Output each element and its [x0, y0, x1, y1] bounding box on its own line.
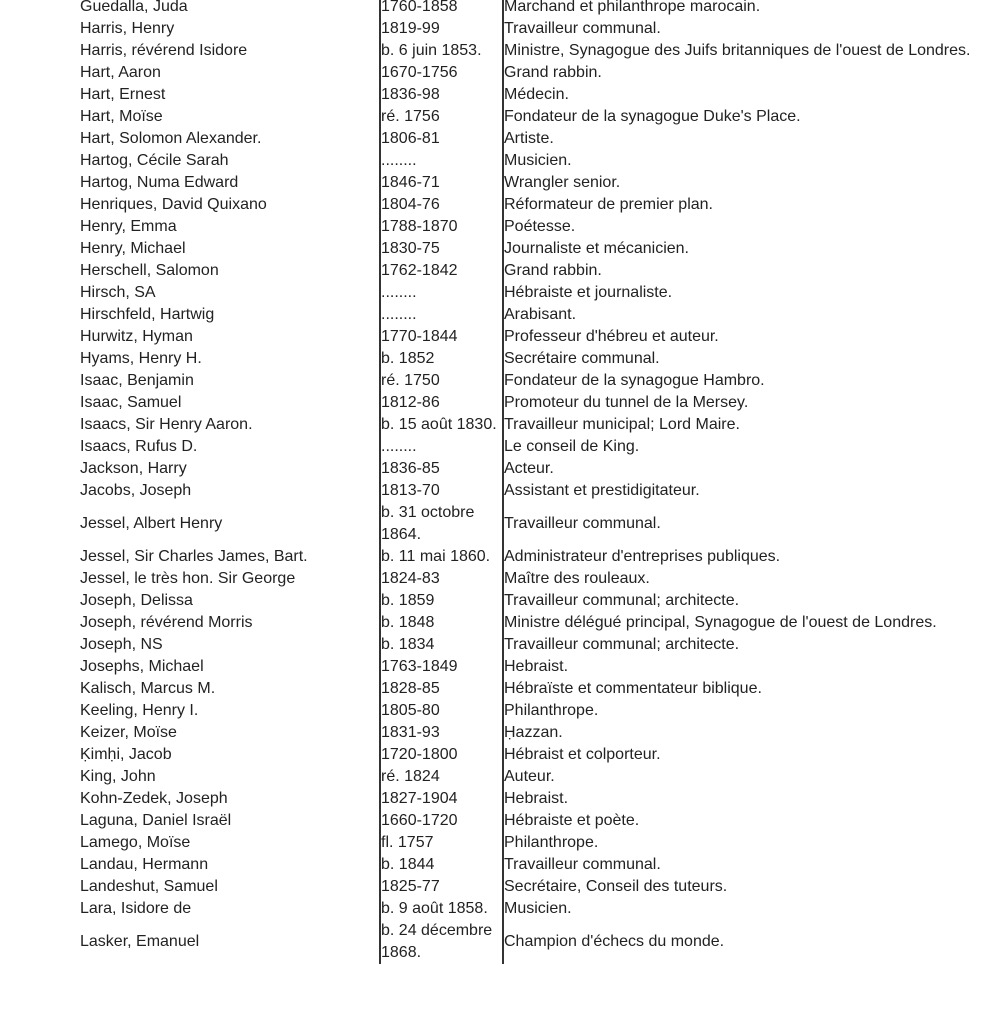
description-cell: Poétesse. [504, 218, 576, 235]
description-cell: Réformateur de premier plan. [504, 196, 713, 213]
date-cell: ........ [380, 436, 503, 458]
description-cell: Arabisant. [504, 306, 577, 323]
table-row [79, 392, 984, 414]
date-cell: 1846-71 [380, 172, 503, 194]
description-cell: Travailleur communal. [504, 20, 661, 37]
name-cell: Isaacs, Rufus D. [80, 438, 198, 455]
date-cell: 1720-1800 [380, 744, 503, 766]
table-row [79, 722, 984, 744]
name-cell: Henriques, David Quixano [80, 196, 267, 213]
name-cell: Guedalla, Juda [80, 0, 188, 15]
name-cell: Landeshut, Samuel [80, 878, 218, 895]
description-cell: Secrétaire, Conseil des tuteurs. [504, 878, 728, 895]
name-cell: Lamego, Moïse [80, 834, 191, 851]
table-row [79, 150, 984, 172]
table-row [79, 898, 984, 920]
date-cell: ........ [380, 304, 503, 326]
name-cell: Joseph, révérend Morris [80, 614, 253, 631]
name-cell: Joseph, NS [80, 636, 163, 653]
date-cell: b. 15 août 1830. [380, 414, 503, 436]
table-row [79, 766, 984, 788]
date-cell: 1836-85 [380, 458, 503, 480]
table-row [79, 480, 984, 502]
date-cell: b. 1859 [380, 590, 503, 612]
table-row [79, 436, 984, 458]
table-row [79, 700, 984, 722]
date-cell: 1805-80 [380, 700, 503, 722]
name-cell: Henry, Emma [80, 218, 177, 235]
date-cell: b. 1844 [380, 854, 503, 876]
table-row [79, 0, 984, 18]
date-cell: b. 9 août 1858. [380, 898, 503, 920]
description-cell: Hebraist. [504, 790, 569, 807]
date-cell: 1825-77 [380, 876, 503, 898]
name-cell: Hart, Aaron [80, 64, 161, 81]
name-cell: Keeling, Henry I. [80, 702, 199, 719]
table-row [79, 590, 984, 612]
table-row [79, 634, 984, 656]
table-row [79, 260, 984, 282]
name-cell: Kalisch, Marcus M. [80, 680, 216, 697]
table-row [79, 194, 984, 216]
name-cell: Herschell, Salomon [80, 262, 219, 279]
table-row [79, 348, 984, 370]
name-cell: Kohn-Zedek, Joseph [80, 790, 228, 807]
table-row [79, 414, 984, 436]
description-cell: Assistant et prestidigitateur. [504, 482, 700, 499]
name-cell: Jessel, Sir Charles James, Bart. [80, 548, 308, 565]
date-cell: b. 6 juin 1853. [380, 40, 503, 62]
description-cell: Wrangler senior. [504, 174, 621, 191]
description-cell: Promoteur du tunnel de la Mersey. [504, 394, 749, 411]
date-cell: ........ [380, 150, 503, 172]
table-row [79, 854, 984, 876]
description-cell: Grand rabbin. [504, 262, 602, 279]
table-row [79, 656, 984, 678]
table-row [79, 612, 984, 634]
date-cell: b. 1852 [380, 348, 503, 370]
table-row [79, 172, 984, 194]
name-cell: Harris, Henry [80, 20, 175, 37]
name-cell: Henry, Michael [80, 240, 186, 257]
table-row [79, 216, 984, 238]
name-cell: Hart, Ernest [80, 86, 166, 103]
description-cell: Philanthrope. [504, 834, 599, 851]
description-cell: Grand rabbin. [504, 64, 602, 81]
table-row [79, 304, 984, 326]
description-cell: Le conseil de King. [504, 438, 640, 455]
name-cell: Jacobs, Joseph [80, 482, 192, 499]
table-row [79, 788, 984, 810]
description-cell: Hébraiste et journaliste. [504, 284, 673, 301]
description-cell: Secrétaire communal. [504, 350, 660, 367]
description-cell: Hebraist. [504, 658, 569, 675]
table-row [79, 876, 984, 898]
description-cell: Hébraïste et commentateur biblique. [504, 680, 762, 697]
table-row [79, 546, 984, 568]
table-row [79, 502, 984, 546]
name-cell: Landau, Hermann [80, 856, 209, 873]
table-row [79, 370, 984, 392]
date-cell: ré. 1750 [380, 370, 503, 392]
description-cell: Travailleur communal. [504, 856, 661, 873]
description-cell: Ministre délégué principal, Synagogue de l'ouest de Londres. [504, 614, 937, 631]
description-cell: Ministre, Synagogue des Juifs britanniques de l'ouest de Londres. [504, 42, 971, 59]
date-cell: 1762-1842 [380, 260, 503, 282]
description-cell: Philanthrope. [504, 702, 599, 719]
date-cell: b. 1834 [380, 634, 503, 656]
table-row [79, 326, 984, 348]
table-row [79, 920, 984, 964]
name-cell: Josephs, Michael [80, 658, 204, 675]
table-row [79, 238, 984, 260]
date-cell: 1831-93 [380, 722, 503, 744]
name-cell: Lasker, Emanuel [80, 933, 200, 950]
date-cell: 1804-76 [380, 194, 503, 216]
name-cell: Hirschfeld, Hartwig [80, 306, 215, 323]
table-row [79, 84, 984, 106]
name-cell: Hirsch, SA [80, 284, 156, 301]
name-cell: Hart, Moïse [80, 108, 163, 125]
table-row [79, 128, 984, 150]
name-cell: Hartog, Cécile Sarah [80, 152, 229, 169]
date-cell: 1836-98 [380, 84, 503, 106]
date-cell: 1824-83 [380, 568, 503, 590]
table-row [79, 458, 984, 480]
description-cell: Administrateur d'entreprises publiques. [504, 548, 781, 565]
description-cell: Fondateur de la synagogue Duke's Place. [504, 108, 801, 125]
name-cell: King, John [80, 768, 156, 785]
name-cell: Hartog, Numa Edward [80, 174, 239, 191]
name-cell: Isaacs, Sir Henry Aaron. [80, 416, 253, 433]
description-cell: Fondateur de la synagogue Hambro. [504, 372, 765, 389]
description-cell: Travailleur communal; architecte. [504, 592, 740, 609]
description-cell: Marchand et philanthrope marocain. [504, 0, 761, 15]
date-cell: 1819-99 [380, 18, 503, 40]
name-cell: Jackson, Harry [80, 460, 187, 477]
description-cell: Acteur. [504, 460, 554, 477]
name-cell: Isaac, Benjamin [80, 372, 194, 389]
date-cell: b. 24 décembre 1868. [380, 920, 503, 964]
name-cell: Hurwitz, Hyman [80, 328, 193, 345]
table-row [79, 832, 984, 854]
description-cell: Champion d'échecs du monde. [504, 933, 725, 950]
description-cell: Travailleur municipal; Lord Maire. [504, 416, 740, 433]
date-cell: 1760-1858 [380, 0, 503, 18]
description-cell: Professeur d'hébreu et auteur. [504, 328, 719, 345]
name-cell: Hyams, Henry H. [80, 350, 202, 367]
table-row [79, 282, 984, 304]
table-row [79, 40, 984, 62]
date-cell: 1770-1844 [380, 326, 503, 348]
name-cell: Isaac, Samuel [80, 394, 182, 411]
date-cell: b. 31 octobre 1864. [380, 502, 503, 546]
date-cell: ré. 1756 [380, 106, 503, 128]
biography-table-body [79, 0, 984, 964]
date-cell: 1828-85 [380, 678, 503, 700]
description-cell: Artiste. [504, 130, 554, 147]
description-cell: Ḥazzan. [504, 724, 563, 741]
date-cell: 1812-86 [380, 392, 503, 414]
description-cell: Médecin. [504, 86, 569, 103]
date-cell: 1806-81 [380, 128, 503, 150]
date-cell: b. 1848 [380, 612, 503, 634]
table-row [79, 678, 984, 700]
name-cell: Hart, Solomon Alexander. [80, 130, 262, 147]
description-cell: Auteur. [504, 768, 555, 785]
description-cell: Hébraiste et poète. [504, 812, 640, 829]
description-cell: Travailleur communal; architecte. [504, 636, 740, 653]
date-cell: 1763-1849 [380, 656, 503, 678]
date-cell: ré. 1824 [380, 766, 503, 788]
date-cell: 1670-1756 [380, 62, 503, 84]
name-cell: Ḳimḥi, Jacob [80, 746, 172, 763]
table-row [79, 810, 984, 832]
description-cell: Musicien. [504, 152, 572, 169]
table-row [79, 568, 984, 590]
table-row [79, 106, 984, 128]
date-cell: 1660-1720 [380, 810, 503, 832]
table-row [79, 62, 984, 84]
date-cell: 1813-70 [380, 480, 503, 502]
date-cell: 1827-1904 [380, 788, 503, 810]
biography-table [79, 0, 984, 964]
date-cell: fl. 1757 [380, 832, 503, 854]
description-cell: Hébraist et colporteur. [504, 746, 661, 763]
description-cell: Musicien. [504, 900, 572, 917]
table-row [79, 744, 984, 766]
description-cell: Travailleur communal. [504, 515, 661, 532]
date-cell: 1830-75 [380, 238, 503, 260]
name-cell: Joseph, Delissa [80, 592, 193, 609]
description-cell: Maître des rouleaux. [504, 570, 650, 587]
name-cell: Jessel, Albert Henry [80, 515, 223, 532]
table-row [79, 18, 984, 40]
name-cell: Laguna, Daniel Israël [80, 812, 232, 829]
date-cell: 1788-1870 [380, 216, 503, 238]
description-cell: Journaliste et mécanicien. [504, 240, 689, 257]
name-cell: Keizer, Moïse [80, 724, 177, 741]
date-cell: ........ [380, 282, 503, 304]
name-cell: Harris, révérend Isidore [80, 42, 248, 59]
name-cell: Lara, Isidore de [80, 900, 192, 917]
date-cell: b. 11 mai 1860. [380, 546, 503, 568]
name-cell: Jessel, le très hon. Sir George [80, 570, 296, 587]
